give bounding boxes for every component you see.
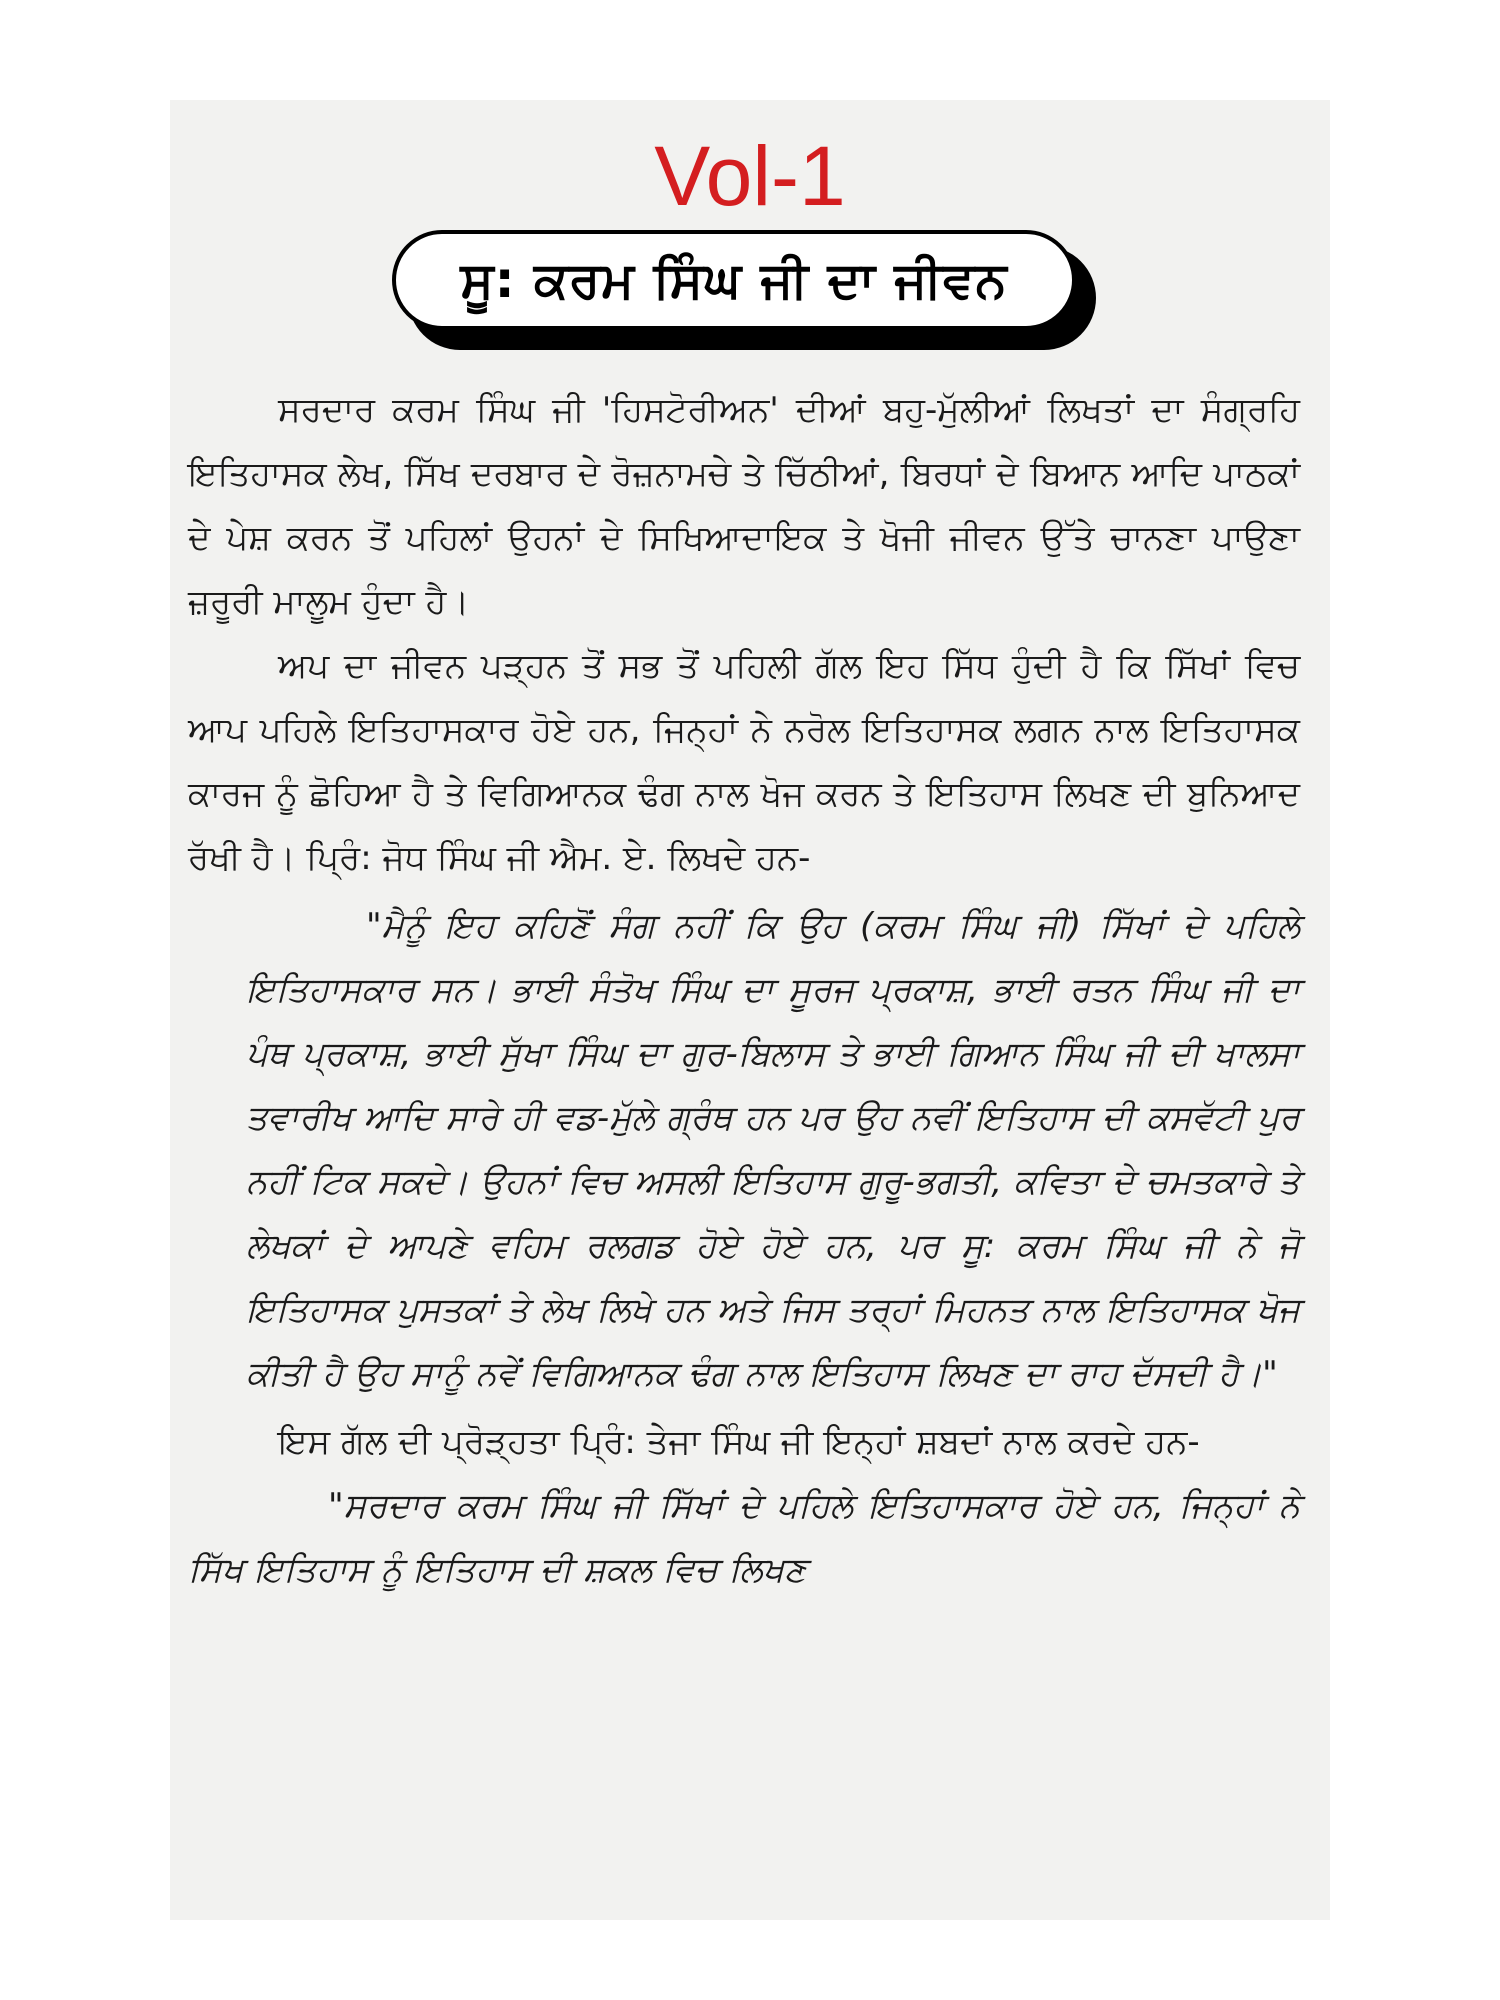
body-text: [188, 378, 1300, 1602]
chapter-title: ਸੂ: ਕਰਮ ਸਿੰਘ ਜੀ ਦਾ ਜੀਵਨ: [460, 250, 1008, 309]
paragraph-teja-singh-intro: ਇਸ ਗੱਲ ਦੀ ਪ੍ਰੋੜ੍ਹਤਾ ਪ੍ਰਿੰ: ਤੇਜਾ ਸਿੰਘ ਜੀ ਇਨ੍ਹਾਂ ਸ਼ਬਦਾਂ ਨਾਲ ਕਰਦੇ ਹਨ-: [278, 1422, 1200, 1462]
paragraph-intro: ਸਰਦਾਰ ਕਰਮ ਸਿੰਘ ਜੀ 'ਹਿਸਟੋਰੀਅਨ' ਦੀਆਂ ਬਹੁ-ਮੁੱਲੀਆਂ ਲਿਖਤਾਂ ਦਾ ਸੰਗ੍ਰਹਿ ਇਤਿਹਾਸਕ ਲੇਖ, ਸਿੱਖ ਦਰਬਾਰ ਦੇ ਰੋਜ਼ਨਾਮਚੇ ਤੇ ਚਿੱਠੀਆਂ, ਬਿਰਧਾਂ ਦੇ ਬਿਆਨ ਆਦਿ ਪਾਠਕਾਂ ਦੇ ਪੇਸ਼ ਕਰਨ ਤੋਂ ਪਹਿਲਾਂ ਉਹਨਾਂ ਦੇ ਸਿਖਿਆਦਾਇਕ ਤੇ ਖੋਜੀ ਜੀਵਨ ਉੱਤੇ ਚਾਨਣਾ ਪਾਉਣਾ ਜ਼ਰੂਰੀ ਮਾਲੂਮ ਹੁੰਦਾ ਹੈ।: [188, 390, 1300, 622]
quote-jodh-singh: "ਮੈਨੂੰ ਇਹ ਕਹਿਣੋਂ ਸੰਗ ਨਹੀਂ ਕਿ ਉਹ (ਕਰਮ ਸਿੰਘ ਜੀ) ਸਿੱਖਾਂ ਦੇ ਪਹਿਲੇ ਇਤਿਹਾਸਕਾਰ ਸਨ। ਭਾਈ ਸੰਤੋਖ ਸਿੰਘ ਦਾ ਸੂਰਜ ਪ੍ਰਕਾਸ਼, ਭਾਈ ਰਤਨ ਸਿੰਘ ਜੀ ਦਾ ਪੰਥ ਪ੍ਰਕਾਸ਼, ਭਾਈ ਸੁੱਖਾ ਸਿੰਘ ਦਾ ਗੁਰ-ਬਿਲਾਸ ਤੇ ਭਾਈ ਗਿਆਨ ਸਿੰਘ ਜੀ ਦੀ ਖਾਲਸਾ ਤਵਾਰੀਖ ਆਦਿ ਸਾਰੇ ਹੀ ਵਡ-ਮੁੱਲੇ ਗ੍ਰੰਥ ਹਨ ਪਰ ਉਹ ਨਵੀਂ ਇਤਿਹਾਸ ਦੀ ਕਸਵੱਟੀ ਪੁਰ ਨਹੀਂ ਟਿਕ ਸਕਦੇ। ਉਹਨਾਂ ਵਿਚ ਅਸਲੀ ਇਤਿਹਾਸ ਗੁਰੂ-ਭਗਤੀ, ਕਵਿਤਾ ਦੇ ਚਮਤਕਾਰੇ ਤੇ ਲੇਖਕਾਂ ਦੇ ਆਪਣੇ ਵਹਿਮ ਰਲਗਡ ਹੋਏ ਹੋਏ ਹਨ, ਪਰ ਸੂ: ਕਰਮ ਸਿੰਘ ਜੀ ਨੇ ਜੋ ਇਤਿਹਾਸਕ ਪੁਸਤਕਾਂ ਤੇ ਲੇਖ ਲਿਖੇ ਹਨ ਅਤੇ ਜਿਸ ਤਰ੍ਹਾਂ ਮਿਹਨਤ ਨਾਲ ਇਤਿਹਾਸਕ ਖੋਜ ਕੀਤੀ ਹੈ ਉਹ ਸਾਨੂੰ ਨਵੇਂ ਵਿਗਿਆਨਕ ਢੰਗ ਨਾਲ ਇਤਿਹਾਸ ਲਿਖਣ ਦਾ ਰਾਹ ਦੱਸਦੀ ਹੈ।": [246, 906, 1300, 1394]
chapter-title-banner: [392, 230, 1076, 330]
paragraph-first-historian: ਅਪ ਦਾ ਜੀਵਨ ਪੜ੍ਹਨ ਤੋਂ ਸਭ ਤੋਂ ਪਹਿਲੀ ਗੱਲ ਇਹ ਸਿੱਧ ਹੁੰਦੀ ਹੈ ਕਿ ਸਿੱਖਾਂ ਵਿਚ ਆਪ ਪਹਿਲੇ ਇਤਿਹਾਸਕਾਰ ਹੋਏ ਹਨ, ਜਿਨ੍ਹਾਂ ਨੇ ਨਰੋਲ ਇਤਿਹਾਸਕ ਲਗਨ ਨਾਲ ਇਤਿਹਾਸਕ ਕਾਰਜ ਨੂੰ ਛੋਹਿਆ ਹੈ ਤੇ ਵਿਗਿਆਨਕ ਢੰਗ ਨਾਲ ਖੋਜ ਕਰਨ ਤੇ ਇਤਿਹਾਸ ਲਿਖਣ ਦੀ ਬੁਨਿਆਦ ਰੱਖੀ ਹੈ। ਪ੍ਰਿੰ: ਜੋਧ ਸਿੰਘ ਜੀ ਐਮ. ਏ. ਲਿਖਦੇ ਹਨ-: [188, 646, 1300, 878]
quote-teja-singh: "ਸਰਦਾਰ ਕਰਮ ਸਿੰਘ ਜੀ ਸਿੱਖਾਂ ਦੇ ਪਹਿਲੇ ਇਤਿਹਾਸਕਾਰ ਹੋਏ ਹਨ, ਜਿਨ੍ਹਾਂ ਨੇ ਸਿੱਖ ਇਤਿਹਾਸ ਨੂੰ ਇਤਿਹਾਸ ਦੀ ਸ਼ਕਲ ਵਿਚ ਲਿਖਣ: [188, 1486, 1300, 1590]
volume-label: Vol-1: [654, 129, 846, 223]
